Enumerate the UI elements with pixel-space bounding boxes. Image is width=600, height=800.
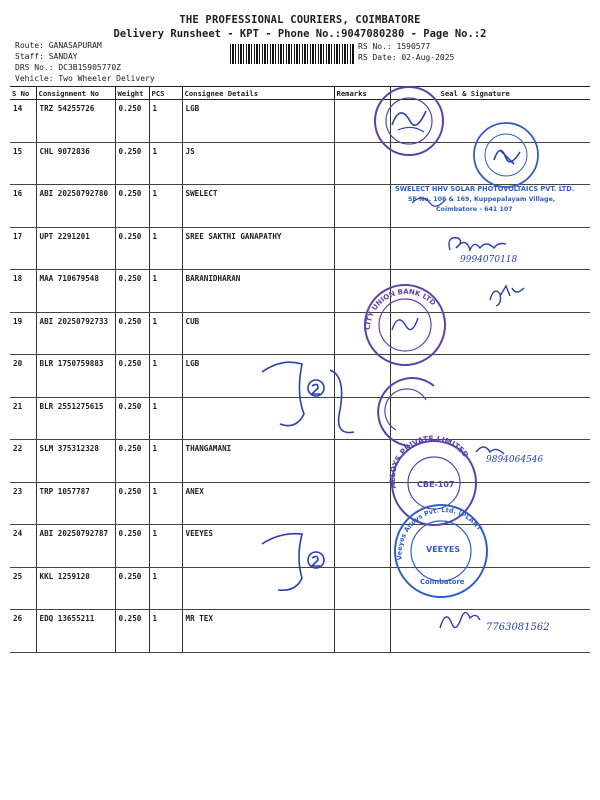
cell-seal-signature [390, 567, 590, 610]
cell-consignment: BLR 2551275615 [36, 397, 115, 440]
table-row [10, 185, 590, 228]
table-row [10, 100, 590, 143]
cell-seal-signature [390, 185, 590, 228]
cell-pcs: 1 [149, 440, 182, 483]
table-row [10, 397, 590, 440]
cell-sno: 23 [10, 482, 36, 525]
cell-consignee: ANEX [182, 482, 334, 525]
table-row [10, 567, 590, 610]
cell-weight: 0.250 [115, 482, 149, 525]
cell-consignee: MR TEX [182, 610, 334, 653]
cell-remarks [334, 142, 390, 185]
table-header-row [10, 87, 590, 100]
cell-pcs: 1 [149, 227, 182, 270]
col-consignee: Consignee Details [182, 87, 334, 100]
cell-consignment: KKL 1259120 [36, 567, 115, 610]
col-weight: Weight [115, 87, 149, 100]
cell-seal-signature [390, 227, 590, 270]
veeyes-ring-text: Veeyes Alloys Pvt. Ltd. (PLANT [395, 506, 484, 561]
cell-remarks [334, 312, 390, 355]
cell-seal-signature [390, 525, 590, 568]
cell-sno: 22 [10, 440, 36, 483]
cell-pcs: 1 [149, 567, 182, 610]
cell-seal-signature [390, 482, 590, 525]
cell-pcs: 1 [149, 142, 182, 185]
cell-sno: 18 [10, 270, 36, 313]
cell-seal-signature [390, 397, 590, 440]
cell-remarks [334, 270, 390, 313]
cell-sno: 21 [10, 397, 36, 440]
cell-consignee [182, 567, 334, 610]
cell-pcs: 1 [149, 312, 182, 355]
alloys-center-text: CBE-107 [417, 480, 455, 489]
cell-remarks [334, 100, 390, 143]
runsheet-subtitle: Delivery Runsheet - KPT - Phone No.:9047080280 - Page No.:2 [113, 28, 487, 40]
cell-seal-signature [390, 312, 590, 355]
cell-pcs: 1 [149, 525, 182, 568]
cell-remarks [334, 482, 390, 525]
cub-ring-text: CITY UNION BANK LTD [363, 287, 438, 331]
staff-label: Staff: SANDAY [15, 52, 78, 61]
cell-weight: 0.250 [115, 525, 149, 568]
cell-consignment: BLR 1750759883 [36, 355, 115, 398]
cell-consignee: JS [182, 142, 334, 185]
swelect-stamp-line2: SF No. 106 & 169, Kuppepalayam Village, [408, 196, 556, 203]
col-pcs: PCS [149, 87, 182, 100]
cell-consignment: CHL 9072836 [36, 142, 115, 185]
cell-consignee [182, 397, 334, 440]
table-row [10, 270, 590, 313]
cell-sno: 14 [10, 100, 36, 143]
cell-pcs: 1 [149, 185, 182, 228]
cell-seal-signature [390, 142, 590, 185]
table-row [10, 312, 590, 355]
cell-consignment: UPT 2291201 [36, 227, 115, 270]
cell-weight: 0.250 [115, 397, 149, 440]
row22-phone: 9894064546 [486, 455, 544, 465]
table-row [10, 482, 590, 525]
alloys-ring-text: ALLOYS PRIVATE LIMITED [387, 433, 471, 490]
cell-consignee: VEEYES [182, 525, 334, 568]
col-seal-signature: Seal & Signature [390, 87, 590, 100]
swelect-stamp-line1: SWELECT HHV SOLAR PHOTOVOLTAICS PVT. LTD. [395, 185, 575, 193]
cell-weight: 0.250 [115, 227, 149, 270]
cell-consignment: EDQ 13655211 [36, 610, 115, 653]
cell-sno: 26 [10, 610, 36, 653]
cell-weight: 0.250 [115, 355, 149, 398]
veeyes-bottom-text: Coimbatore [420, 578, 465, 586]
cell-consignee: SWELECT [182, 185, 334, 228]
table-row [10, 525, 590, 568]
route-label: Route: GANASAPURAM [15, 41, 102, 50]
vehicle-label: Vehicle: Two Wheeler Delivery [15, 74, 155, 83]
row26-phone: 7763081562 [486, 622, 550, 633]
table-row [10, 227, 590, 270]
cell-seal-signature [390, 440, 590, 483]
cell-consignee: CUB [182, 312, 334, 355]
cell-sno: 17 [10, 227, 36, 270]
cell-pcs: 1 [149, 610, 182, 653]
rs-date: RS Date: 02-Aug-2025 [358, 53, 455, 62]
cell-remarks [334, 397, 390, 440]
cell-sno: 24 [10, 525, 36, 568]
cell-seal-signature [390, 355, 590, 398]
rs-info [358, 41, 454, 63]
cell-consignee: THANGAMANI [182, 440, 334, 483]
cell-sno: 16 [10, 185, 36, 228]
cell-pcs: 1 [149, 482, 182, 525]
cell-consignee: BARANIDHARAN [182, 270, 334, 313]
cell-consignee: LGB [182, 355, 334, 398]
swelect-stamp-line3: Coimbatore - 641 107 [436, 206, 513, 213]
cell-pcs: 1 [149, 397, 182, 440]
cell-seal-signature [390, 610, 590, 653]
cell-consignment: ABI 20250792733 [36, 312, 115, 355]
cell-consignment: TRP 1057787 [36, 482, 115, 525]
cell-sno: 25 [10, 567, 36, 610]
runsheet-table [10, 86, 590, 653]
cell-weight: 0.250 [115, 567, 149, 610]
cell-weight: 0.250 [115, 185, 149, 228]
row17-phone: 9994070118 [460, 255, 518, 265]
cell-remarks [334, 440, 390, 483]
drs-label: DRS No.: DC3B15905770Z [15, 63, 121, 72]
cell-remarks [334, 610, 390, 653]
cell-seal-signature [390, 100, 590, 143]
table-row [10, 142, 590, 185]
cell-weight: 0.250 [115, 610, 149, 653]
table-row [10, 355, 590, 398]
rs-number: RS No.: 1590577 [358, 42, 431, 51]
cell-pcs: 1 [149, 100, 182, 143]
cell-consignment: ABI 20250792780 [36, 185, 115, 228]
cell-weight: 0.250 [115, 440, 149, 483]
cell-sno: 20 [10, 355, 36, 398]
runsheet-title: THE PROFESSIONAL COURIERS, COIMBATORE [179, 14, 421, 26]
cell-consignee: LGB [182, 100, 334, 143]
cell-weight: 0.250 [115, 142, 149, 185]
cell-weight: 0.250 [115, 100, 149, 143]
cell-weight: 0.250 [115, 270, 149, 313]
cell-consignee: SREE SAKTHI GANAPATHY [182, 227, 334, 270]
cell-consignment: ABI 20250792787 [36, 525, 115, 568]
cell-consignment: TRZ 54255726 [36, 100, 115, 143]
cell-remarks [334, 525, 390, 568]
cell-remarks [334, 227, 390, 270]
cell-weight: 0.250 [115, 312, 149, 355]
table-row [10, 610, 590, 653]
cell-sno: 19 [10, 312, 36, 355]
cell-sno: 15 [10, 142, 36, 185]
col-remarks: Remarks [334, 87, 390, 100]
cell-remarks [334, 355, 390, 398]
veeyes-center-text: VEEYES [426, 545, 461, 554]
cell-consignment: MAA 710679548 [36, 270, 115, 313]
cell-remarks [334, 567, 390, 610]
col-consignment: Consignment No [36, 87, 115, 100]
cell-remarks [334, 185, 390, 228]
cell-consignment: SLM 375312328 [36, 440, 115, 483]
cell-seal-signature [390, 270, 590, 313]
col-sno: S No [10, 87, 36, 100]
cell-pcs: 1 [149, 270, 182, 313]
table-row [10, 440, 590, 483]
barcode [230, 44, 354, 64]
cell-pcs: 1 [149, 355, 182, 398]
